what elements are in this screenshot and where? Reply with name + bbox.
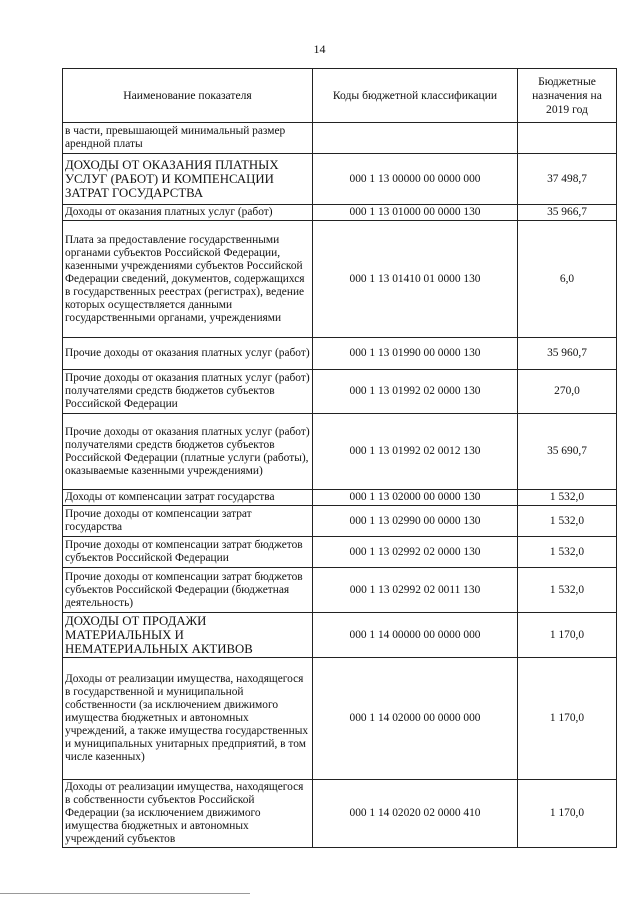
table-row xyxy=(63,658,617,780)
row-amount: 1 532,0 xyxy=(518,537,617,568)
row-code xyxy=(313,123,518,154)
budget-table xyxy=(62,68,617,848)
row-amount: 1 532,0 xyxy=(518,506,617,537)
table-row xyxy=(63,613,617,658)
row-code: 000 1 13 01992 02 0012 130 xyxy=(313,414,518,490)
table-row xyxy=(63,338,617,370)
row-code: 000 1 13 01000 00 0000 130 xyxy=(313,205,518,221)
row-amount xyxy=(518,123,617,154)
row-amount: 6,0 xyxy=(518,221,617,338)
row-code: 000 1 13 01410 01 0000 130 xyxy=(313,221,518,338)
page-number: 14 xyxy=(313,42,326,56)
row-code: 000 1 13 02990 00 0000 130 xyxy=(313,506,518,537)
row-code: 000 1 14 02000 00 0000 000 xyxy=(313,658,518,780)
table-row xyxy=(63,568,617,613)
row-name: в части, превышающей минимальный размер арендной платы xyxy=(63,123,313,154)
row-amount: 1 170,0 xyxy=(518,658,617,780)
table-row xyxy=(63,490,617,506)
header-name: Наименование показателя xyxy=(63,69,313,123)
table-row xyxy=(63,154,617,205)
row-code: 000 1 14 00000 00 0000 000 xyxy=(313,613,518,658)
bottom-rule xyxy=(0,893,250,894)
table-header-row xyxy=(63,69,617,123)
row-amount: 1 532,0 xyxy=(518,568,617,613)
row-name: Прочие доходы от компенсации затрат бюджетов субъектов Российской Федерации xyxy=(63,537,313,568)
row-name: Доходы от реализации имущества, находящегося в государственной и муниципальной собственности (за исключением движимого имущества бюджетных и автономных учреждений, а также имущества государственных и муниципальных унитарных предприятий, в том числе казенных) xyxy=(63,658,313,780)
table-row xyxy=(63,370,617,414)
table-row xyxy=(63,414,617,490)
row-code: 000 1 13 02000 00 0000 130 xyxy=(313,490,518,506)
table-row xyxy=(63,780,617,848)
row-amount: 1 532,0 xyxy=(518,490,617,506)
row-name: ДОХОДЫ ОТ ПРОДАЖИ МАТЕРИАЛЬНЫХ И НЕМАТЕРИАЛЬНЫХ АКТИВОВ xyxy=(63,613,313,658)
header-amount: Бюджетные назначения на 2019 год xyxy=(518,69,617,123)
row-name: Доходы от компенсации затрат государства xyxy=(63,490,313,506)
row-amount: 35 966,7 xyxy=(518,205,617,221)
row-code: 000 1 14 02020 02 0000 410 xyxy=(313,780,518,848)
row-amount: 37 498,7 xyxy=(518,154,617,205)
header-code: Коды бюджетной классификации xyxy=(313,69,518,123)
row-amount: 35 690,7 xyxy=(518,414,617,490)
table-row xyxy=(63,537,617,568)
row-name: Прочие доходы от оказания платных услуг (работ) xyxy=(63,338,313,370)
row-code: 000 1 13 01992 02 0000 130 xyxy=(313,370,518,414)
row-name: Доходы от оказания платных услуг (работ) xyxy=(63,205,313,221)
table-row xyxy=(63,221,617,338)
row-name: Прочие доходы от оказания платных услуг (работ) получателями средств бюджетов субъектов Российской Федерации (платные услуги (работы), оказываемые казенными учреждениями) xyxy=(63,414,313,490)
row-code: 000 1 13 02992 02 0011 130 xyxy=(313,568,518,613)
row-name: Доходы от реализации имущества, находящегося в собственности субъектов Российской Федерации (за исключением движимого имущества бюджетных и автономных учреждений субъектов xyxy=(63,780,313,848)
row-amount: 1 170,0 xyxy=(518,780,617,848)
row-amount: 270,0 xyxy=(518,370,617,414)
row-code: 000 1 13 01990 00 0000 130 xyxy=(313,338,518,370)
row-name: Прочие доходы от компенсации затрат бюджетов субъектов Российской Федерации (бюджетная деятельность) xyxy=(63,568,313,613)
row-amount: 35 960,7 xyxy=(518,338,617,370)
table-row xyxy=(63,205,617,221)
row-name: Прочие доходы от оказания платных услуг (работ) получателями средств бюджетов субъектов Российской Федерации xyxy=(63,370,313,414)
row-name: Прочие доходы от компенсации затрат государства xyxy=(63,506,313,537)
row-code: 000 1 13 00000 00 0000 000 xyxy=(313,154,518,205)
table-row xyxy=(63,506,617,537)
row-amount: 1 170,0 xyxy=(518,613,617,658)
table-row xyxy=(63,123,617,154)
row-name: Плата за предоставление государственными органами субъектов Российской Федерации, казенными учреждениями субъектов Российской Федерации сведений, документов, содержащихся в государственных реестрах (регистрах), ведение которых осуществляется данными государственными органами, учреждениями xyxy=(63,221,313,338)
row-name: ДОХОДЫ ОТ ОКАЗАНИЯ ПЛАТНЫХ УСЛУГ (РАБОТ) И КОМПЕНСАЦИИ ЗАТРАТ ГОСУДАРСТВА xyxy=(63,154,313,205)
row-code: 000 1 13 02992 02 0000 130 xyxy=(313,537,518,568)
